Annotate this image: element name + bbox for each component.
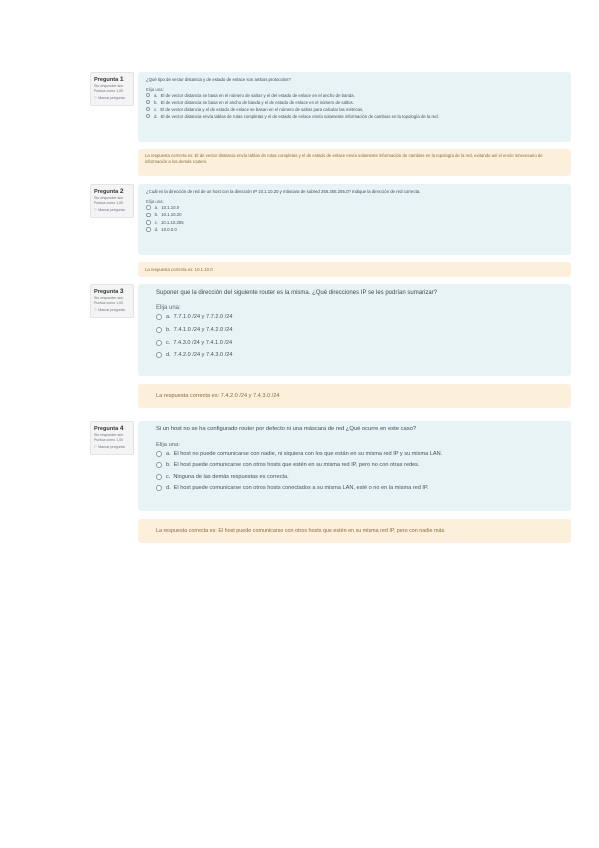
answer-option-b[interactable]: b. 10.1.10.20 bbox=[146, 211, 563, 218]
question-score: Puntúa como 1,00 bbox=[94, 201, 124, 205]
flag-icon: ⚐ bbox=[94, 308, 98, 312]
feedback-box-4 bbox=[138, 519, 571, 543]
radio-button[interactable] bbox=[156, 340, 162, 346]
radio-button[interactable] bbox=[146, 205, 151, 210]
answer-option-c[interactable]: c. 7.4.3.0 /24 y 7.4.1.0 /24 bbox=[156, 336, 563, 349]
correct-answer-text: La respuesta correcta es: El host puede comunicarse con otros hosts que estén en su misma red IP, pero con nadie más. bbox=[156, 528, 446, 534]
question-info-3 bbox=[90, 284, 134, 318]
answer-option-b[interactable]: b. El de vector distancia se basa en el ancho de banda y el de estado de enlace en el número de saltos. bbox=[146, 99, 563, 106]
radio-button[interactable] bbox=[146, 114, 150, 118]
feedback-box-1 bbox=[138, 149, 571, 176]
flag-icon: ⚐ bbox=[94, 96, 98, 100]
question-score: Puntúa como 1,00 bbox=[94, 89, 124, 93]
question-status: Sin responder aún bbox=[94, 196, 124, 200]
flag-question-link[interactable]: ⚐ Marcar pregunta bbox=[94, 208, 125, 212]
answer-option-d[interactable]: d. El host puede comunicarse con otros hosts conectados a su misma LAN, esté o no en la misma red IP. bbox=[156, 483, 563, 495]
radio-button[interactable] bbox=[146, 227, 151, 232]
radio-button[interactable] bbox=[146, 93, 150, 97]
correct-answer-text: La respuesta correcta es: 7.4.2.0 /24 y 7.4.3.0 /24 bbox=[156, 393, 280, 399]
answer-option-d[interactable]: d. El de vector distancia envía tablas de rutas completas y el de estado de enlace envía solamente información de cambios en la topología de la red. bbox=[146, 113, 563, 120]
flag-question-link[interactable]: ⚐ Marcar pregunta bbox=[94, 445, 125, 449]
radio-button[interactable] bbox=[146, 107, 150, 111]
answer-option-a[interactable]: a. 10.1.10.0 bbox=[146, 204, 563, 211]
radio-button[interactable] bbox=[156, 474, 162, 480]
question-text: Si un host no se ha configurado router por defecto ni una máscara de red ¿Qué ocurre en este caso? bbox=[156, 426, 417, 432]
radio-button[interactable] bbox=[156, 485, 162, 491]
answer-option-c[interactable]: c. Ninguna de las demás respuestas es correcta. bbox=[156, 471, 563, 483]
radio-button[interactable] bbox=[146, 220, 151, 225]
question-box-2 bbox=[138, 184, 571, 255]
answer-option-b[interactable]: b. El host puede comunicarse con otros hosts que estén en su misma red IP, pero no con otras redes. bbox=[156, 459, 563, 471]
choose-label: Elija una: bbox=[156, 305, 181, 312]
choose-label: Elija una: bbox=[146, 198, 164, 204]
flag-icon: ⚐ bbox=[94, 445, 98, 449]
question-status: Sin responder aún bbox=[94, 84, 124, 88]
question-box-1 bbox=[138, 72, 571, 142]
question-text: ¿Cuál es la dirección de red de un host con la dirección IP 10.1.10.20 y máscara de subred 255.255.255.0? Indique la dirección de red correcta. bbox=[146, 189, 421, 194]
question-number: Pregunta 1 bbox=[94, 76, 124, 83]
question-status: Sin responder aún bbox=[94, 433, 124, 437]
question-info-1 bbox=[90, 72, 134, 106]
answer-option-b[interactable]: b. 7.4.1.0 /24 y 7.4.2.0 /24 bbox=[156, 324, 563, 337]
answer-option-a[interactable]: a. El de vector distancia se basa en el número de saltos y el del estado de enlace en el ancho de banda. bbox=[146, 92, 563, 99]
choose-label: Elija una: bbox=[156, 441, 180, 448]
answer-option-d[interactable]: d. 10.0.0.0 bbox=[146, 226, 563, 233]
question-number: Pregunta 4 bbox=[94, 425, 124, 432]
radio-button[interactable] bbox=[156, 327, 162, 333]
question-info-2 bbox=[90, 184, 134, 218]
radio-button[interactable] bbox=[156, 352, 162, 358]
feedback-box-2 bbox=[138, 262, 571, 277]
question-box-3 bbox=[138, 284, 571, 376]
radio-button[interactable] bbox=[156, 314, 162, 320]
choose-label: Elija una: bbox=[146, 86, 164, 92]
feedback-box-3 bbox=[138, 384, 571, 408]
flag-question-link[interactable]: ⚐ Marcar pregunta bbox=[94, 308, 125, 312]
answer-option-a[interactable]: a. El host no puede comunicarse con nadie, ni siquiera con los que están en su misma red IP y su misma LAN. bbox=[156, 448, 563, 460]
radio-button[interactable] bbox=[146, 100, 150, 104]
radio-button[interactable] bbox=[146, 213, 151, 218]
answer-option-c[interactable]: c. El de vector distancia y el de estado de enlace se basan en el número de saltos para calcular las métricas. bbox=[146, 106, 563, 113]
answer-option-c[interactable]: c. 10.1.10.255 bbox=[146, 219, 563, 226]
question-info-4 bbox=[90, 421, 134, 455]
correct-answer-text: La respuesta correcta es: 10.1.10.0 bbox=[145, 267, 213, 272]
radio-button[interactable] bbox=[156, 462, 162, 468]
question-box-4 bbox=[138, 421, 571, 511]
flag-icon: ⚐ bbox=[94, 208, 98, 212]
question-score: Puntúa como 1,00 bbox=[94, 438, 124, 442]
correct-answer-text: La respuesta correcta es: El de vector distancia envía tablas de rutas completas y el de estado de enlace envía solamente información de cambios en la topología de la red, evitando así el envío innecesario de información a los demás routers. bbox=[145, 153, 543, 165]
answer-option-d[interactable]: d. 7.4.2.0 /24 y 7.4.3.0 /24 bbox=[156, 349, 563, 362]
flag-question-link[interactable]: ⚐ Marcar pregunta bbox=[94, 96, 125, 100]
question-number: Pregunta 3 bbox=[94, 288, 124, 295]
answer-option-a[interactable]: a. 7.7.1.0 /24 y 7.7.2.0 /24 bbox=[156, 311, 563, 324]
question-status: Sin responder aún bbox=[94, 296, 124, 300]
question-text: ¿Qué tipo de vector distancia y de estado de enlace son ambos protocolos? bbox=[146, 77, 291, 82]
radio-button[interactable] bbox=[156, 451, 162, 457]
question-number: Pregunta 2 bbox=[94, 188, 124, 195]
question-text: Suponer que la dirección del siguiente router es la misma. ¿Qué direcciones IP se les podrían sumarizar? bbox=[156, 290, 438, 296]
question-score: Puntúa como 1,00 bbox=[94, 301, 124, 305]
